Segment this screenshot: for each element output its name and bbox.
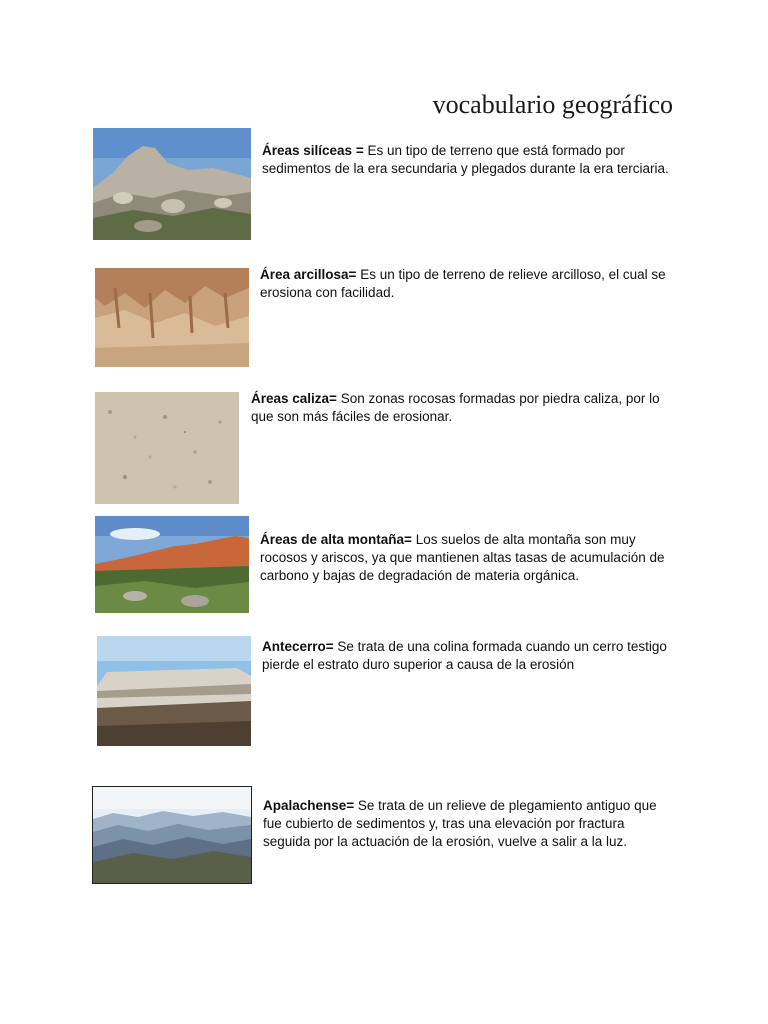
- entry-text: [263, 797, 672, 851]
- limestone-texture-photo: [95, 392, 239, 504]
- entry-definition: Se trata de un relieve de plegamiento antiguo que fue cubierto de sedimentos y, tras una elevación por fractura seguida por la actuación de la erosión, vuelve a salir a la luz.: [263, 798, 657, 849]
- eroded-clay-slope-photo: [95, 268, 249, 367]
- entry-text: [262, 638, 672, 674]
- entry-term: Antecerro=: [262, 639, 334, 654]
- misty-ridges-photo: [92, 786, 252, 884]
- granite-rock-landscape-photo: [93, 128, 251, 240]
- page-title: vocabulario geográfico: [432, 90, 673, 119]
- entry-term: Área arcillosa=: [260, 267, 357, 282]
- entry-definition: Se trata de una colina formada cuando un cerro testigo pierde el estrato duro superior a causa de la erosión: [262, 639, 667, 672]
- entry-text: [260, 531, 672, 585]
- high-mountain-rocks-photo: [95, 516, 249, 613]
- entry-definition: Es un tipo de terreno de relieve arcilloso, el cual se erosiona con facilidad.: [260, 267, 666, 300]
- entry-text: [260, 266, 672, 302]
- entry-term: Apalachense=: [263, 798, 355, 813]
- mesa-hill-photo: [97, 636, 251, 746]
- entry-term: Áreas silíceas =: [262, 143, 364, 158]
- entry-text: [251, 390, 672, 426]
- entry-definition: Son zonas rocosas formadas por piedra caliza, por lo que son más fáciles de erosionar.: [251, 391, 660, 424]
- entry-definition: Los suelos de alta montaña son muy rocosos y ariscos, ya que mantienen altas tasas de acumulación de carbono y bajas de degradación de materia orgánica.: [260, 532, 665, 583]
- entry-text: [262, 142, 672, 178]
- entry-term: Áreas caliza=: [251, 391, 337, 406]
- entry-term: Áreas de alta montaña=: [260, 532, 412, 547]
- entry-definition: Es un tipo de terreno que está formado por sedimentos de la era secundaria y plegados durante la era terciaria.: [262, 143, 669, 176]
